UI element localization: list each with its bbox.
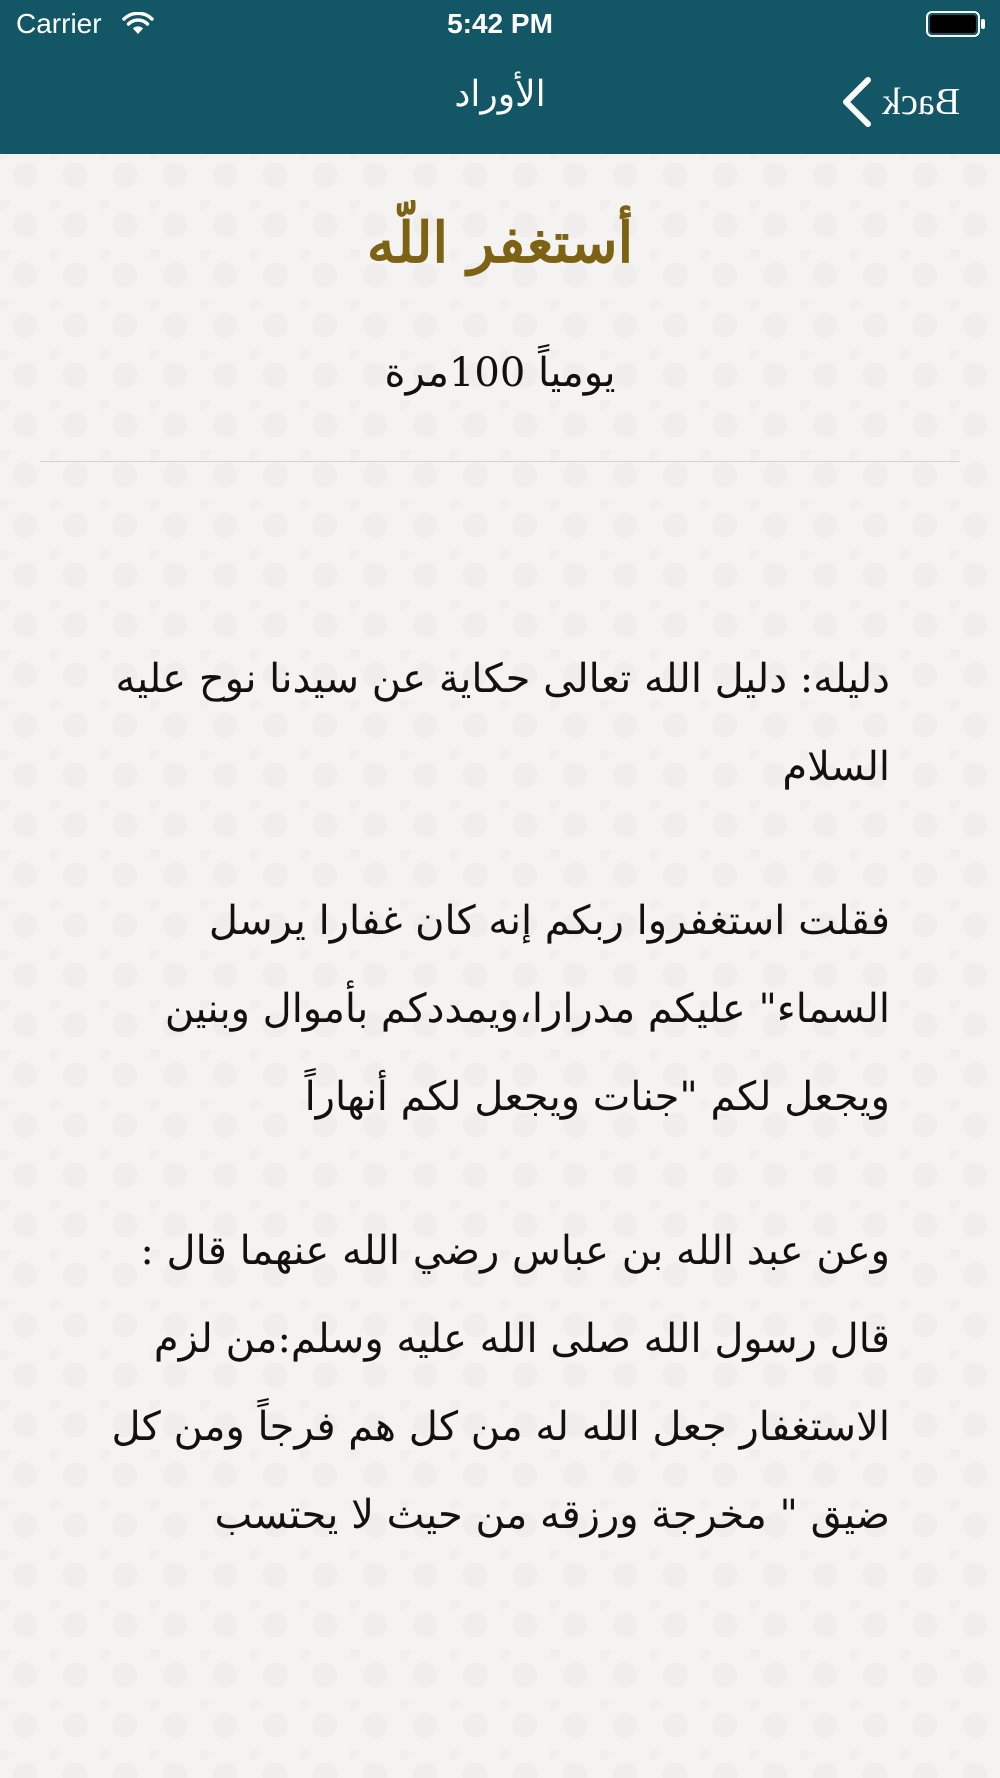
status-bar: [0, 0, 1000, 50]
page-heading: أستغفر اللّه: [366, 210, 634, 276]
top-bar: [0, 0, 1000, 154]
status-time: 5:42 PM: [447, 8, 553, 39]
nav-title: الأوراد: [454, 74, 546, 115]
paragraph-verse: فقلت استغفروا ربكم إنه كان غفارا يرسل السماء" عليكم مدرارا،ويمددكم بأموال وبنين ويجعل لكم "جنات ويجعل لكم أنهاراً: [164, 898, 890, 1120]
repetition-count: يومياً 100مرة: [384, 350, 616, 396]
back-label: Back: [882, 81, 961, 123]
divider: [40, 461, 960, 462]
paragraph-hadith: وعن عبد الله بن عباس رضي الله عنهما قال : قال رسول الله صلى الله عليه وسلم:من لزم الاستغفار جعل الله له من كل هم فرجاً ومن كل ضيق " مخرجة ورزقه من حيث لا يحتسب: [111, 1228, 890, 1538]
content-body: [110, 635, 890, 1625]
back-button[interactable]: [840, 70, 990, 134]
navigation-bar: [0, 50, 1000, 154]
paragraph-evidence: دليله: دليل الله تعالى حكاية عن سيدنا نوح عليه السلام: [115, 656, 890, 790]
carrier-label: Carrier: [16, 8, 102, 39]
battery-icon: [926, 11, 986, 37]
chevron-left-icon: [840, 76, 874, 128]
